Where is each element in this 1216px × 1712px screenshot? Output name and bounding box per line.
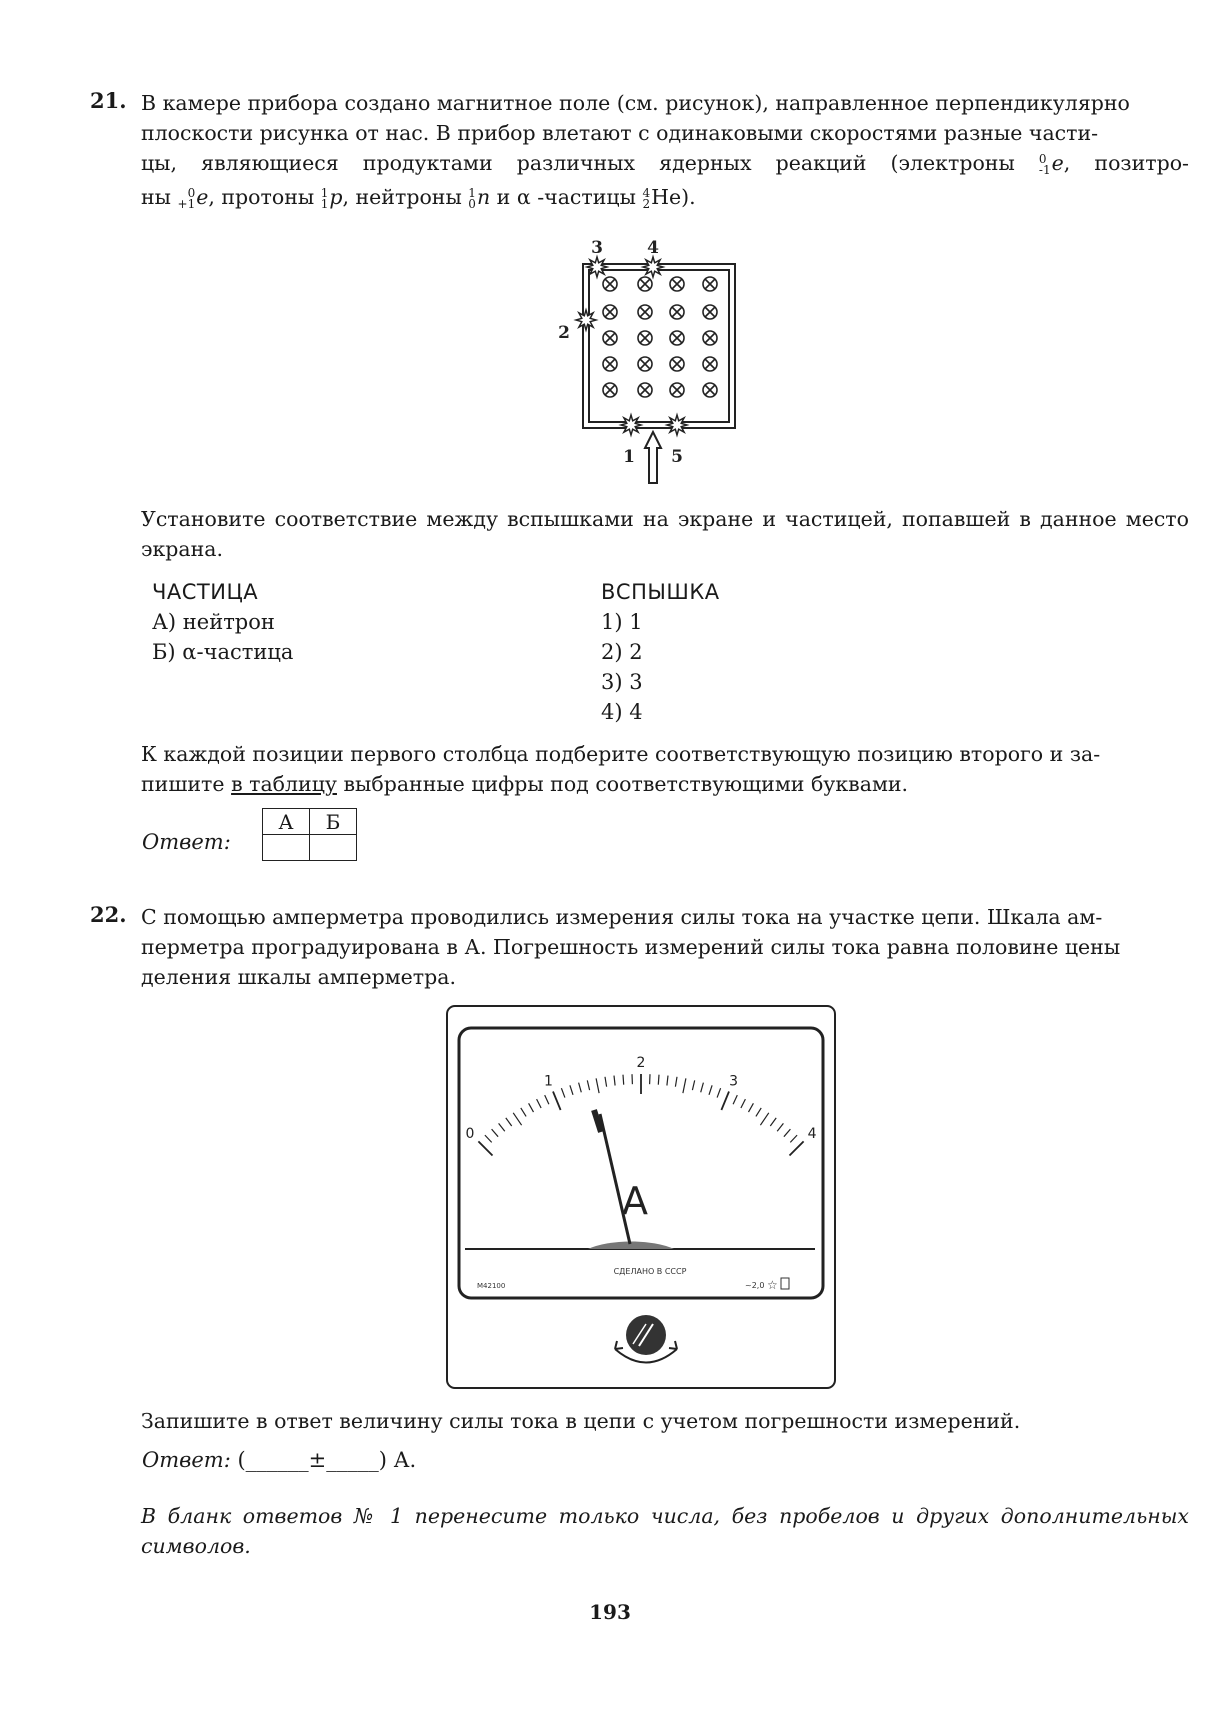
unit-letter: А (622, 1179, 648, 1223)
nuclide-top: 0 (1038, 151, 1047, 166)
q22-answer-field[interactable]: (______±_____) А. (237, 1448, 417, 1472)
particle-header: ЧАСТИЦА (152, 580, 259, 604)
q22-answer-label: Ответ: (142, 1448, 231, 1472)
field-cross (605, 279, 615, 289)
q21-answer-label: Ответ: (142, 830, 231, 854)
alpha-nuclide (642, 182, 681, 212)
scale-label: 1 (543, 1073, 553, 1090)
scale-label: 2 (636, 1055, 646, 1071)
particle-item: А) нейтрон (152, 610, 275, 634)
q22-line1: С помощью амперметра проводились измерения силы тока на участке цепи. Шкала ам- (141, 905, 1103, 929)
made-in-label: СДЕЛАНО В СССР (613, 1267, 687, 1276)
q21-line4-c: , нейтроны (342, 185, 462, 209)
q21-task-line2 (141, 769, 1189, 799)
flash-label-4: 4 (647, 238, 659, 258)
task-text: пишите (141, 772, 225, 796)
question-21-text (141, 88, 1189, 212)
neutron-nuclide (468, 182, 490, 212)
flash-item: 1) 1 (601, 610, 643, 634)
flash-label-1: 1 (623, 447, 635, 467)
flash-header: ВСПЫШКА (601, 580, 720, 604)
nuclide-symbol: p (329, 185, 343, 209)
nuclide-bottom: 0 (468, 196, 476, 211)
q21-line4-d: и α -частицы (496, 185, 636, 209)
q21-line3-text: цы, являющиеся продуктами различных ядерных реакций (электроны (141, 151, 1015, 175)
flash-label-5: 5 (671, 447, 683, 467)
q21-line4-b: , протоны (208, 185, 315, 209)
class-label: ~2,0 (745, 1281, 765, 1290)
question-22-number: 22. (90, 902, 127, 927)
q21-line4-a: ны (141, 185, 171, 209)
flash-star-icon (587, 257, 607, 277)
field-cross (705, 359, 715, 369)
field-cross (605, 385, 615, 395)
flash-label-3: 3 (591, 238, 603, 258)
nuclide-top: 0 (187, 185, 196, 200)
positron-nuclide (178, 182, 209, 212)
nuclide-bottom: -1 (1038, 162, 1051, 177)
field-cross (605, 333, 615, 343)
field-cross (705, 333, 715, 343)
scale-tick (623, 1075, 624, 1085)
answer-column-a: А (263, 809, 310, 835)
flash-item: 4) 4 (601, 700, 643, 724)
answer-cell-a[interactable] (263, 835, 310, 861)
task-text: выбранные цифры под соответствующими буквами. (343, 772, 909, 796)
field-cross (640, 385, 650, 395)
nuclide-top: 1 (320, 185, 329, 200)
nuclide-bottom: 2 (642, 196, 651, 211)
q21-line1: В камере прибора создано магнитное поле (см. рисунок), направленное перпендикулярно (141, 91, 1130, 115)
field-cross (640, 359, 650, 369)
field-cross (705, 385, 715, 395)
field-cross (640, 307, 650, 317)
answer-cell-b[interactable] (310, 835, 357, 861)
q21-line4 (141, 182, 1189, 212)
flash-label-2: 2 (558, 323, 570, 343)
field-cross (672, 359, 682, 369)
q21-line4-e: ). (681, 185, 696, 209)
question-21-number: 21. (90, 88, 127, 113)
entry-arrow-icon (645, 432, 661, 483)
particle-column (152, 577, 293, 667)
q21-line3-end: , позитро- (1063, 151, 1189, 175)
model-label: М42100 (477, 1282, 506, 1290)
answer-sheet-note: В бланк ответов № 1 перенесите только числа, без пробелов и других дополнительных символов. (141, 1504, 1189, 1558)
flash-star-icon (621, 415, 641, 435)
field-marks (603, 277, 717, 397)
particle-item: Б) α-частица (152, 640, 294, 664)
scale-label: 4 (807, 1125, 817, 1142)
q21-line3 (141, 148, 1189, 178)
flash-column (601, 577, 720, 727)
flash-item: 2) 2 (601, 640, 643, 664)
question-22-text (141, 902, 1189, 992)
star-icon: ☆ (767, 1278, 778, 1292)
q21-line2: плоскости рисунка от нас. В прибор влетают с одинаковыми скоростями разные части- (141, 121, 1099, 145)
q22-line2: перметра проградуирована в А. Погрешность измерений силы тока равна половине цены (141, 935, 1121, 959)
q22-instruction: Запишите в ответ величину силы тока в цепи с учетом погрешности измерений. (141, 1409, 1021, 1433)
scale-tick (658, 1075, 659, 1085)
q21-instruction: Установите соответствие между вспышками на экране и частицей, попавшей в данное место экрана. (141, 507, 1189, 561)
scale-label: 3 (729, 1073, 739, 1090)
table-link[interactable]: в таблицу (231, 772, 337, 796)
nuclide-symbol: He (651, 185, 682, 209)
flash-star-icon (643, 257, 663, 277)
nuclide-top: 1 (468, 185, 476, 200)
q22-answer (142, 1448, 416, 1472)
field-cross (640, 279, 650, 289)
electron-nuclide (1039, 148, 1064, 178)
nuclide-bottom: +1 (177, 196, 196, 211)
chamber-inner-frame (589, 270, 729, 422)
proton-nuclide (321, 182, 343, 212)
field-cross (672, 279, 682, 289)
answer-column-b: Б (310, 809, 357, 835)
nuclide-bottom: 1 (320, 196, 329, 211)
field-cross (705, 307, 715, 317)
nuclide-symbol: e (196, 185, 209, 209)
q21-task (141, 739, 1189, 799)
field-cross (672, 307, 682, 317)
nuclide-top: 4 (642, 185, 651, 200)
q22-line3: деления шкалы амперметра. (141, 965, 456, 989)
magnetic-chamber-figure (555, 228, 755, 490)
page-number: 193 (589, 1600, 631, 1624)
field-cross (672, 385, 682, 395)
field-cross (640, 333, 650, 343)
flash-star-icon (576, 310, 596, 330)
scale-label: 0 (465, 1125, 475, 1142)
flash-star-icon (667, 415, 687, 435)
nuclide-symbol: e (1051, 151, 1064, 175)
ammeter-figure (445, 1004, 837, 1390)
q21-answer-table (262, 808, 357, 861)
field-cross (605, 359, 615, 369)
q21-task-line1: К каждой позиции первого столбца подберите соответствующую позицию второго и за- (141, 742, 1101, 766)
field-cross (705, 279, 715, 289)
field-cross (605, 307, 615, 317)
nuclide-symbol: n (476, 185, 491, 209)
flash-item: 3) 3 (601, 670, 643, 694)
field-cross (672, 333, 682, 343)
